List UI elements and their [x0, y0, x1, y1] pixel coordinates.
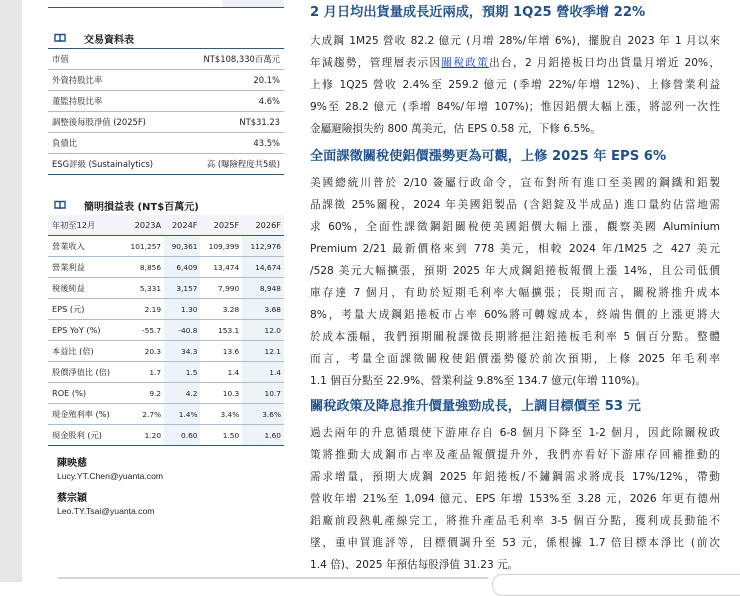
cell: 10.7 — [242, 383, 284, 404]
cell: 9.2 — [122, 383, 164, 404]
row-label: 營業收入 — [52, 240, 85, 251]
text-line: 策將推動大成鋼市占率及產品報價提升外，我們亦看好下游庫存回補推動的 — [310, 449, 720, 461]
table-row — [48, 70, 284, 91]
text-line: 鋁廠前段熱軋產線完工，將推升產品毛利率 3-5 個百分點，獲利成長動能不 — [310, 515, 720, 527]
column-header: 2023A — [122, 215, 164, 236]
cell: 14,674 — [242, 257, 284, 278]
text-line: 需求增量，預期大成鋼 2025 年鋁捲板/不鏽鋼需求將成長 17%/12%，帶動 — [310, 471, 720, 483]
column-header: 2026F — [242, 215, 284, 236]
analyst-name: 蔡宗穎 — [57, 493, 87, 504]
table-row — [48, 49, 284, 70]
tariff-policy-link[interactable]: 關稅政策 — [441, 57, 490, 69]
text-segment: 出台，2 月鋁捲板日均出貨量月增近 20%， — [489, 57, 720, 69]
cell: -40.8 — [164, 320, 200, 341]
cell: 3.68 — [242, 299, 284, 320]
income-statement-table — [48, 215, 284, 446]
book-icon — [54, 33, 66, 43]
row-label: 現金股利 (元) — [48, 425, 122, 446]
text-line: 品課徵 25%關稅，2024 年美國鋁製品 (含鋁錠及半成品) 進口量約佔當地需 — [310, 199, 720, 211]
cell: 13.6 — [200, 341, 242, 362]
row-value: 43.5% — [181, 133, 284, 154]
cell: 3.6% — [242, 404, 284, 425]
text-line — [310, 52, 720, 74]
cell: 1.30 — [164, 299, 200, 320]
book-icon — [54, 200, 66, 210]
cell: 1.20 — [122, 425, 164, 446]
row-label: 營業利益 — [48, 257, 122, 278]
text-line: 營收年增 21%至 1,094 億元、EPS 年增 153%至 3.28 元，2026 年更有德州 — [310, 493, 720, 505]
column-header: 2025F — [200, 215, 242, 236]
text-line: 而言，考量全面課徵關稅使鋁價漲勢優於前次預期，上修 2025 年毛利率 — [310, 353, 720, 365]
text-line: 上修 1Q25 營收 2.4%至 259.2 億元 (季增 22%/年增 12%)、上修營業利益 — [310, 79, 720, 91]
cell: 12.1 — [242, 341, 284, 362]
analyst-email[interactable]: Leo.TY.Tsai@yuanta.com — [57, 506, 155, 516]
text-line: 求 60%，全面性課徵鋼鋁關稅使美國鋁價大幅上漲，觀察美國 Aluminium — [310, 221, 720, 233]
cell: 1.50 — [200, 425, 242, 446]
row-value: 20.1% — [181, 70, 284, 91]
cell: 2.19 — [122, 299, 164, 320]
cell: 1.4% — [164, 404, 200, 425]
column-header: 2024F — [164, 215, 200, 236]
cell: 3.4% — [200, 404, 242, 425]
row-label: 現金殖利率 (%) — [48, 404, 122, 425]
row-label: 外資持股比率 — [48, 70, 181, 91]
report-body — [310, 0, 720, 576]
cell: 112,976 — [242, 236, 284, 257]
table-row — [48, 404, 284, 425]
text-line: 大成鋼 1M25 營收 82.2 億元 (月增 28%/年增 6%)，擺脫自 2023 年 1 月以來 — [310, 35, 720, 47]
cell: 101,257 — [130, 241, 162, 251]
text-line: 墜，重申買進評等，目標價調升至 53 元，係根據 1.7 倍目標本淨比 (前次 — [310, 537, 720, 549]
text-line: 於成本漲幅，我們預期關稅課徵長期將挹注鋁捲板毛利率 5 個百分點。整體 — [310, 331, 720, 343]
section-paragraph — [310, 422, 720, 576]
table-row — [48, 257, 284, 278]
row-label: 本益比 (倍) — [48, 341, 122, 362]
table-row — [48, 383, 284, 404]
cell: 3.28 — [200, 299, 242, 320]
column-header: 年初至12月 — [48, 215, 122, 236]
table-row — [48, 112, 284, 133]
row-value: NT$31.23 — [181, 112, 284, 133]
text-line: 8%，考量大成鋼鋁捲板市占率 60%將可轉嫁成本，終端售價的上漲更將大 — [310, 309, 720, 321]
table-row — [48, 362, 284, 383]
row-value: 高 (曝險程度共5級) — [181, 154, 284, 175]
row-label: ESG評級 (Sustainalytics) — [48, 154, 181, 175]
cell: 90,361 — [164, 236, 200, 257]
analyst-email[interactable]: Lucy.YT.Chen@yuanta.com — [57, 471, 164, 481]
cell: 153.1 — [200, 320, 242, 341]
cell: 1.60 — [242, 425, 284, 446]
table-row — [48, 133, 284, 154]
row-value: NT$108,330百萬元 — [181, 49, 284, 70]
analyst-name: 陳映慈 — [57, 458, 87, 469]
cell: 34.3 — [164, 341, 200, 362]
table-row — [48, 154, 284, 175]
table-row — [48, 91, 284, 112]
row-label: EPS YoY (%) — [48, 320, 122, 341]
text-line: Premium 2/21 最新價格來到 778 美元，相較 2024 年/1M25 之 427 美元 — [310, 243, 720, 255]
cell: 1.4 — [200, 362, 242, 383]
table-row — [48, 236, 284, 257]
page-divider — [58, 577, 488, 579]
cell: 1.4 — [242, 362, 284, 383]
text-line: 美國總統川普於 2/10 簽屬行政命令，宣布對所有進口至美國的鋼鐵和鋁製 — [310, 177, 720, 189]
table-row — [48, 320, 284, 341]
section-paragraph — [310, 30, 720, 140]
row-label: 董監持股比率 — [48, 91, 181, 112]
bottom-panel-edge — [492, 574, 740, 596]
text-line: 金屬避險損失約 800 萬美元，估 EPS 0.58 元，下修 6.5%。 — [310, 123, 601, 135]
trading-table-title-text: 交易資料表 — [84, 34, 134, 46]
page-gutter — [0, 0, 22, 582]
cell: 10.3 — [200, 383, 242, 404]
text-line: /528 美元大幅擴張，預期 2025 年大成鋼鋁捲板報價上漲 14%，且公司低價 — [310, 265, 720, 277]
analyst-block — [57, 454, 284, 516]
cell: 7,990 — [200, 278, 242, 299]
cell: 4.2 — [164, 383, 200, 404]
row-label: ROE (%) — [48, 383, 122, 404]
cell: 1.7 — [122, 362, 164, 383]
text-line: 1.4 倍)、2025 年預估每股淨值 31.23 元。 — [310, 559, 519, 571]
section-heading: 全面課徵關稅使鋁價漲勢更為可觀，上修 2025 年 EPS 6% — [310, 149, 667, 164]
text-line: 庫存達 7 個月，有助於短期毛利率大幅擴張；長期而言，關稅將推升成本 — [310, 287, 720, 299]
cell: -55.7 — [122, 320, 164, 341]
row-label: 股價淨值比 (倍) — [48, 362, 122, 383]
row-label: EPS (元) — [48, 299, 122, 320]
text-line: 9%至 28.2 億元 (季增 84%/年增 107%)；惟因鋁價大幅上漲，將認列一次性 — [310, 101, 720, 113]
row-label: 市值 — [48, 49, 181, 70]
cell: 20.3 — [122, 341, 164, 362]
section-heading: 關稅政策及降息推升價量強勁成長，上調目標價至 53 元 — [310, 399, 641, 414]
cell: 6,409 — [164, 257, 200, 278]
section-paragraph — [310, 172, 720, 392]
row-value: 4.6% — [181, 91, 284, 112]
table-row — [48, 299, 284, 320]
table-row — [48, 341, 284, 362]
text-line: 過去兩年的升息循環使下游庫存自 6-8 個月下降至 1-2 個月，因此除關稅政 — [310, 427, 720, 439]
cell: 1.5 — [164, 362, 200, 383]
row-label: 調整後每股淨值 (2025F) — [48, 112, 181, 133]
section-heading: 2 月日均出貨量成長近兩成，預期 1Q25 營收季增 22% — [310, 5, 646, 20]
cell: 0.60 — [164, 425, 200, 446]
trading-table-title — [48, 28, 284, 48]
cell: 2.7% — [122, 404, 164, 425]
cell: 12.0 — [242, 320, 284, 341]
cell: 8,948 — [242, 278, 284, 299]
income-table-title — [48, 195, 284, 215]
income-table-title-text: 簡明損益表 (NT$百萬元) — [84, 201, 199, 213]
cell: 8,856 — [122, 257, 164, 278]
table-row — [48, 278, 284, 299]
row-label: 稅後純益 — [48, 278, 122, 299]
cell: 5,331 — [122, 278, 164, 299]
left-sidebar — [48, 0, 284, 516]
row-label: 負債比 — [48, 133, 181, 154]
cell: 109,399 — [208, 241, 240, 251]
text-line: 1.1 個百分點至 22.9%、營業利益 9.8%至 134.7 億元(年增 110%)。 — [310, 375, 646, 387]
table-row — [48, 425, 284, 446]
table-header-row — [48, 215, 284, 236]
trading-data-table — [48, 48, 284, 175]
cell: 3,157 — [164, 278, 200, 299]
text-segment: 年減趨勢，管理層表示因 — [310, 57, 442, 69]
cell: 13,474 — [200, 257, 242, 278]
